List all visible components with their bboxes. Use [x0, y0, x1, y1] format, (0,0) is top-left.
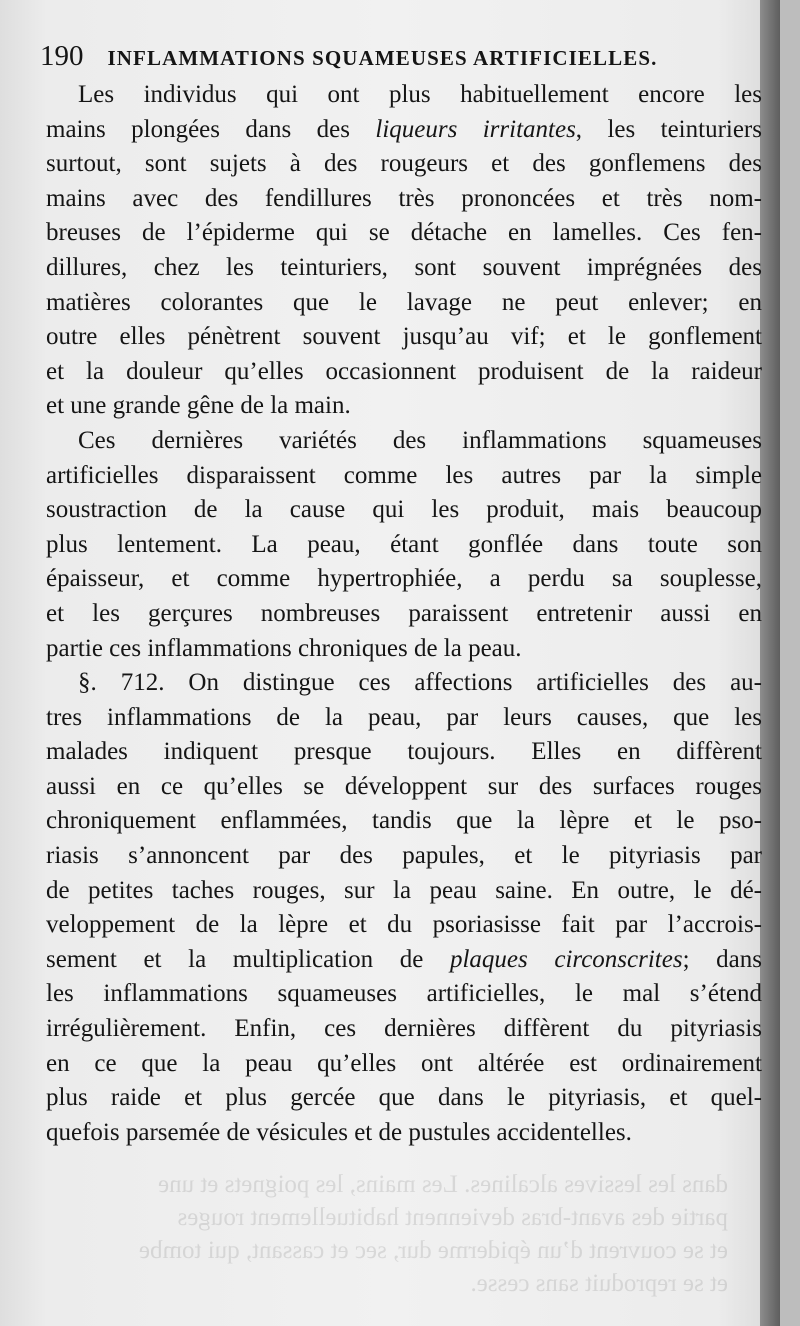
text-fragment: ; dans [682, 945, 762, 973]
text-line: aussi en ce qu’elles se développent sur des surfaces rouges [46, 772, 762, 800]
text-line: matières colorantes que le lavage ne peut enlever; en [46, 288, 762, 316]
text-fragment: , les teinturiers [575, 115, 762, 143]
text-line: et la douleur qu’elles occasionnent produisent de la raideur [46, 357, 762, 385]
text-line: plus raide et plus gercée que dans le pityriasis, et quel- [46, 1084, 762, 1112]
italic-phrase: liqueurs irritantes [375, 115, 576, 143]
text-line: surtout, sont sujets à des rougeurs et des gonflemens des [46, 150, 762, 178]
text-line: chroniquement enflammées, tandis que la lèpre et le pso- [46, 807, 762, 835]
text-line: dillures, chez les teinturiers, sont souvent imprégnées des [46, 253, 762, 281]
show-through-text: dans les lessives alcalines. Les mains, les poignets et une partie des avant-bras deviennent habituellement rouges et se couvrent d’un épiderme dur, sec et cassant, qui tombe et se reproduit sans cesse. [138, 1171, 728, 1297]
text-line: tres inflammations de la peau, par leurs causes, que les [46, 703, 762, 731]
text-line: de petites taches rouges, sur la peau saine. En outre, le dé- [46, 876, 762, 904]
text-fragment: sement et la multiplication de [46, 945, 450, 973]
running-title: INFLAMMATIONS SQUAMEUSES ARTIFICIELLES. [107, 46, 658, 70]
text-line: outre elles pénètrent souvent jusqu’au vif; et le gonflement [46, 323, 762, 351]
text-line: irrégulièrement. Enfin, ces dernières diffèrent du pityriasis [46, 1015, 762, 1043]
page-edge-shadow [760, 0, 780, 1326]
text-line: Les individus qui ont plus habituellement encore les [78, 81, 762, 108]
text-line: riasis s’annoncent par des papules, et le pityriasis par [46, 842, 762, 870]
text-line: veloppement de la lèpre et du psoriasisse fait par l’accrois- [46, 911, 762, 939]
text-line: artificielles disparaissent comme les autres par la simple [46, 461, 762, 489]
body-text [46, 78, 762, 1150]
text-line: plus lentement. La peau, étant gonflée dans toute son [46, 530, 762, 558]
text-fragment: mains plongées dans des [46, 115, 376, 143]
text-line: soustraction de la cause qui les produit, mais beaucoup [46, 496, 762, 524]
text-line: malades indiquent presque toujours. Elles en diffèrent [46, 738, 762, 766]
text-line [46, 113, 762, 148]
text-line: mains avec des fendillures très prononcées et très nom- [46, 184, 762, 212]
text-line: breuses de l’épiderme qui se détache en lamelles. Ces fen- [46, 219, 762, 247]
page-number: 190 [40, 40, 84, 72]
text-line: quefois parsemée de vésicules et de pustules accidentelles. [46, 1118, 632, 1146]
text-line: et une grande gêne de la main. [46, 392, 351, 420]
text-line: Ces dernières variétés des inflammations squameuses [78, 426, 762, 454]
text-line: §. 712. On distingue ces affections artificielles des au- [78, 669, 762, 697]
text-line [46, 943, 762, 978]
text-line: les inflammations squameuses artificielles, le mal s’étend [46, 980, 762, 1008]
text-line: épaisseur, et comme hypertrophiée, a perdu sa souplesse, [46, 565, 762, 593]
text-line: partie ces inflammations chroniques de la peau. [46, 634, 522, 662]
text-line: en ce que la peau qu’elles ont altérée est ordinairement [46, 1049, 762, 1077]
running-head [40, 40, 740, 74]
italic-phrase: plaques circonscrites [449, 945, 683, 973]
text-line: et les gerçures nombreuses paraissent entretenir aussi en [46, 599, 762, 627]
